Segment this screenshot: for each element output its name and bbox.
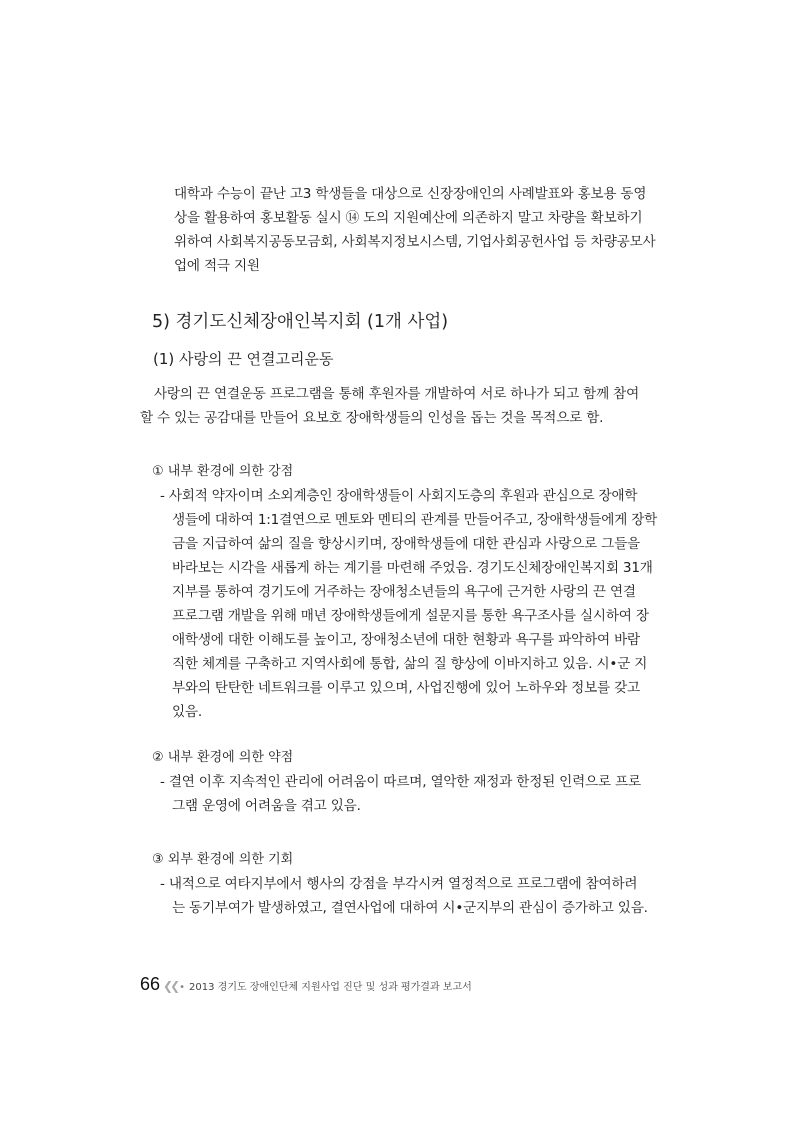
paragraph-line: 업에 적극 지원 [174, 258, 260, 274]
paragraph-line: 바라보는 시각을 새롭게 하는 계기를 마련해 주었음. 경기도신체장애인복지회 31개 [172, 560, 653, 576]
paragraph-line: 대학과 수능이 끝난 고3 학생들을 대상으로 신장장애인의 사례발표와 홍보용 동영 [174, 186, 647, 202]
item-body-weakness [160, 770, 660, 818]
item-heading-opportunity: ③ 외부 환경에 의한 기회 [152, 852, 294, 867]
intro-paragraph [140, 382, 660, 430]
paragraph-line: 그램 운영에 어려움을 겪고 있음. [172, 798, 361, 814]
paragraph-line: 애학생에 대한 이해도를 높이고, 장애청소년에 대한 현황과 욕구를 파악하여 바람 [172, 632, 640, 648]
paragraph-line: - 사회적 약자이며 소외계층인 장애학생들이 사회지도층의 후원과 관심으로 장애학 [160, 488, 638, 504]
paragraph-line: 할 수 있는 공감대를 만들어 요보호 장애학생들의 인성을 돕는 것을 목적으로 함. [140, 410, 604, 426]
top-paragraph [174, 182, 658, 278]
paragraph-line: 생들에 대하여 1:1결연으로 멘토와 멘티의 관계를 만들어주고, 장애학생들에게 장학 [172, 512, 658, 528]
paragraph-line: 직한 체계를 구축하고 지역사회에 통합, 삶의 질 향상에 이바지하고 있음. 시•군 지 [172, 656, 648, 672]
item-heading-weakness: ② 내부 환경에 의한 약점 [152, 750, 294, 765]
paragraph-line: 는 동기부여가 발생하였고, 결연사업에 대하여 시•군지부의 관심이 증가하고 있음. [172, 900, 648, 916]
paragraph-line: 상을 활용하여 홍보활동 실시 ⑭ 도의 지원예산에 의존하지 말고 차량을 확보하기 [174, 210, 643, 226]
paragraph-line: 위하여 사회복지공동모금회, 사회복지정보시스템, 기업사회공헌사업 등 차량공모사 [174, 234, 656, 250]
subsection-heading: (1) 사랑의 끈 연결고리운동 [153, 350, 334, 368]
item-body-strength [160, 484, 660, 724]
paragraph-line: 금을 지급하여 삶의 질을 향상시키며, 장애학생들에 대한 관심과 사랑으로 그들을 [172, 536, 640, 552]
bullet-icon: • [179, 982, 186, 993]
paragraph-line: 프로그램 개발을 위해 매년 장애학생들에게 설문지를 통한 욕구조사를 실시하여 장 [172, 608, 649, 624]
footer-title: 2013 경기도 장애인단체 지원사업 진단 및 성과 평가결과 보고서 [189, 982, 472, 993]
page-number: 66 [140, 974, 161, 994]
chevron-left-icon: ❮❮ [163, 979, 178, 993]
item-body-opportunity [160, 872, 660, 920]
paragraph-line: - 결연 이후 지속적인 관리에 어려움이 따르며, 열악한 재정과 한정된 인력으로 프로 [160, 774, 641, 790]
page-footer [140, 974, 472, 995]
paragraph-line: 있음. [172, 704, 202, 720]
section-heading: 5) 경기도신체장애인복지회 (1개 사업) [152, 312, 449, 332]
item-heading-strength: ① 내부 환경에 의한 강점 [152, 464, 294, 479]
paragraph-line: - 내적으로 여타지부에서 행사의 강점을 부각시켜 열정적으로 프로그램에 참여하려 [160, 876, 638, 892]
paragraph-line: 사랑의 끈 연결운동 프로그램을 통해 후원자를 개발하여 서로 하나가 되고 함께 참여 [154, 386, 640, 402]
paragraph-line: 지부를 통하여 경기도에 거주하는 장애청소년들의 욕구에 근거한 사랑의 끈 연결 [172, 584, 636, 600]
paragraph-line: 부와의 탄탄한 네트워크를 이루고 있으며, 사업진행에 있어 노하우와 정보를 갖고 [172, 680, 640, 696]
